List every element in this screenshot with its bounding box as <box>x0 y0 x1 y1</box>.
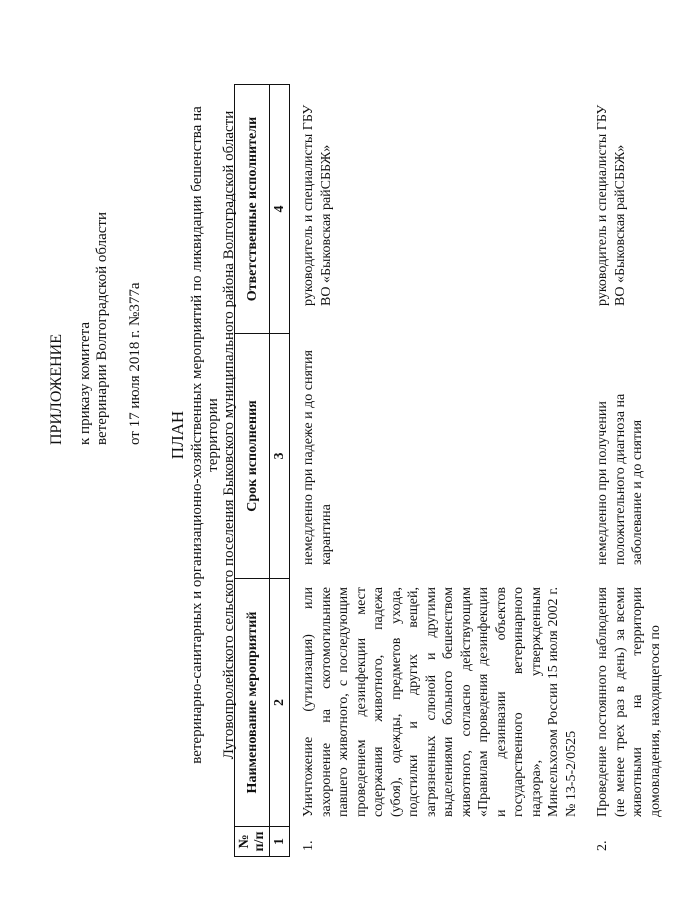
row-term: немедленно при падеже и до снятия карантина <box>301 350 334 565</box>
header-number: № п/п <box>235 827 270 857</box>
plan-table-body <box>300 85 678 857</box>
column-number-4: 4 <box>270 85 290 334</box>
appendix-line-1: к приказу комитета <box>77 321 93 445</box>
table-row <box>594 85 664 857</box>
row-term: немедленно при получении положительного диагноза на заболевание и до снятия <box>595 393 645 565</box>
plan-subtitle-line-2: Луговопролейского сельского поселения Быковского муниципального района Волгоградской области <box>221 110 237 760</box>
table-row <box>300 85 580 857</box>
header-responsible: Ответственные исполнители <box>235 85 270 334</box>
row-responsible: руководитель и специалисты ГБУ ВО «Быковская райСББЖ» <box>301 104 334 306</box>
column-number-3: 3 <box>270 334 290 579</box>
header-term: Срок исполнения <box>235 334 270 579</box>
row-measure-name: Уничтожение (утилизация) или захоронение на скотомогильнике павшего животного, с последующим проведением дезинфекции мест содержания животного, падежа (убоя), одежды, предметов ухода, подстилки и других вещей, загрязненных слюной и другими выделениями больного бешенством животного, согласно действующим «Правилам проведения дезинфекции и дезинвазии объектов государственного ветеринарного надзора», утвержденным Минсельхозом России 15 июля 2002 г. № 13-5-2/0525 <box>301 587 579 817</box>
column-number-1: 1 <box>270 827 290 857</box>
row-number: 1. <box>301 840 316 851</box>
appendix-block <box>48 105 144 445</box>
plan-subtitle-line-1: ветеринарно-санитарных и организационно-хозяйственных мероприятий по ликвидации бешенства на территории <box>189 106 221 764</box>
row-responsible: руководитель и специалисты ГБУ ВО «Быковская райСББЖ» <box>595 104 628 306</box>
appendix-line-3: от 17 июля 2018 г. №377а <box>127 282 143 445</box>
header-name: Наименование мероприятий <box>235 579 270 827</box>
plan-table-header <box>234 84 290 857</box>
table-numbering-row <box>270 85 290 857</box>
row-number: 2. <box>595 840 610 851</box>
column-number-2: 2 <box>270 579 290 827</box>
plan-title-block <box>170 95 237 775</box>
appendix-line-2: ветеринарии Волгоградской области <box>94 212 110 445</box>
appendix-heading: ПРИЛОЖЕНИЕ <box>48 333 65 445</box>
row-measure-name: Проведение постоянного наблюдения (не менее трех раз в день) за всеми животными на территории домовладения, находящегося по <box>595 587 663 817</box>
plan-title: ПЛАН <box>168 410 187 460</box>
table-header-row <box>235 85 270 857</box>
